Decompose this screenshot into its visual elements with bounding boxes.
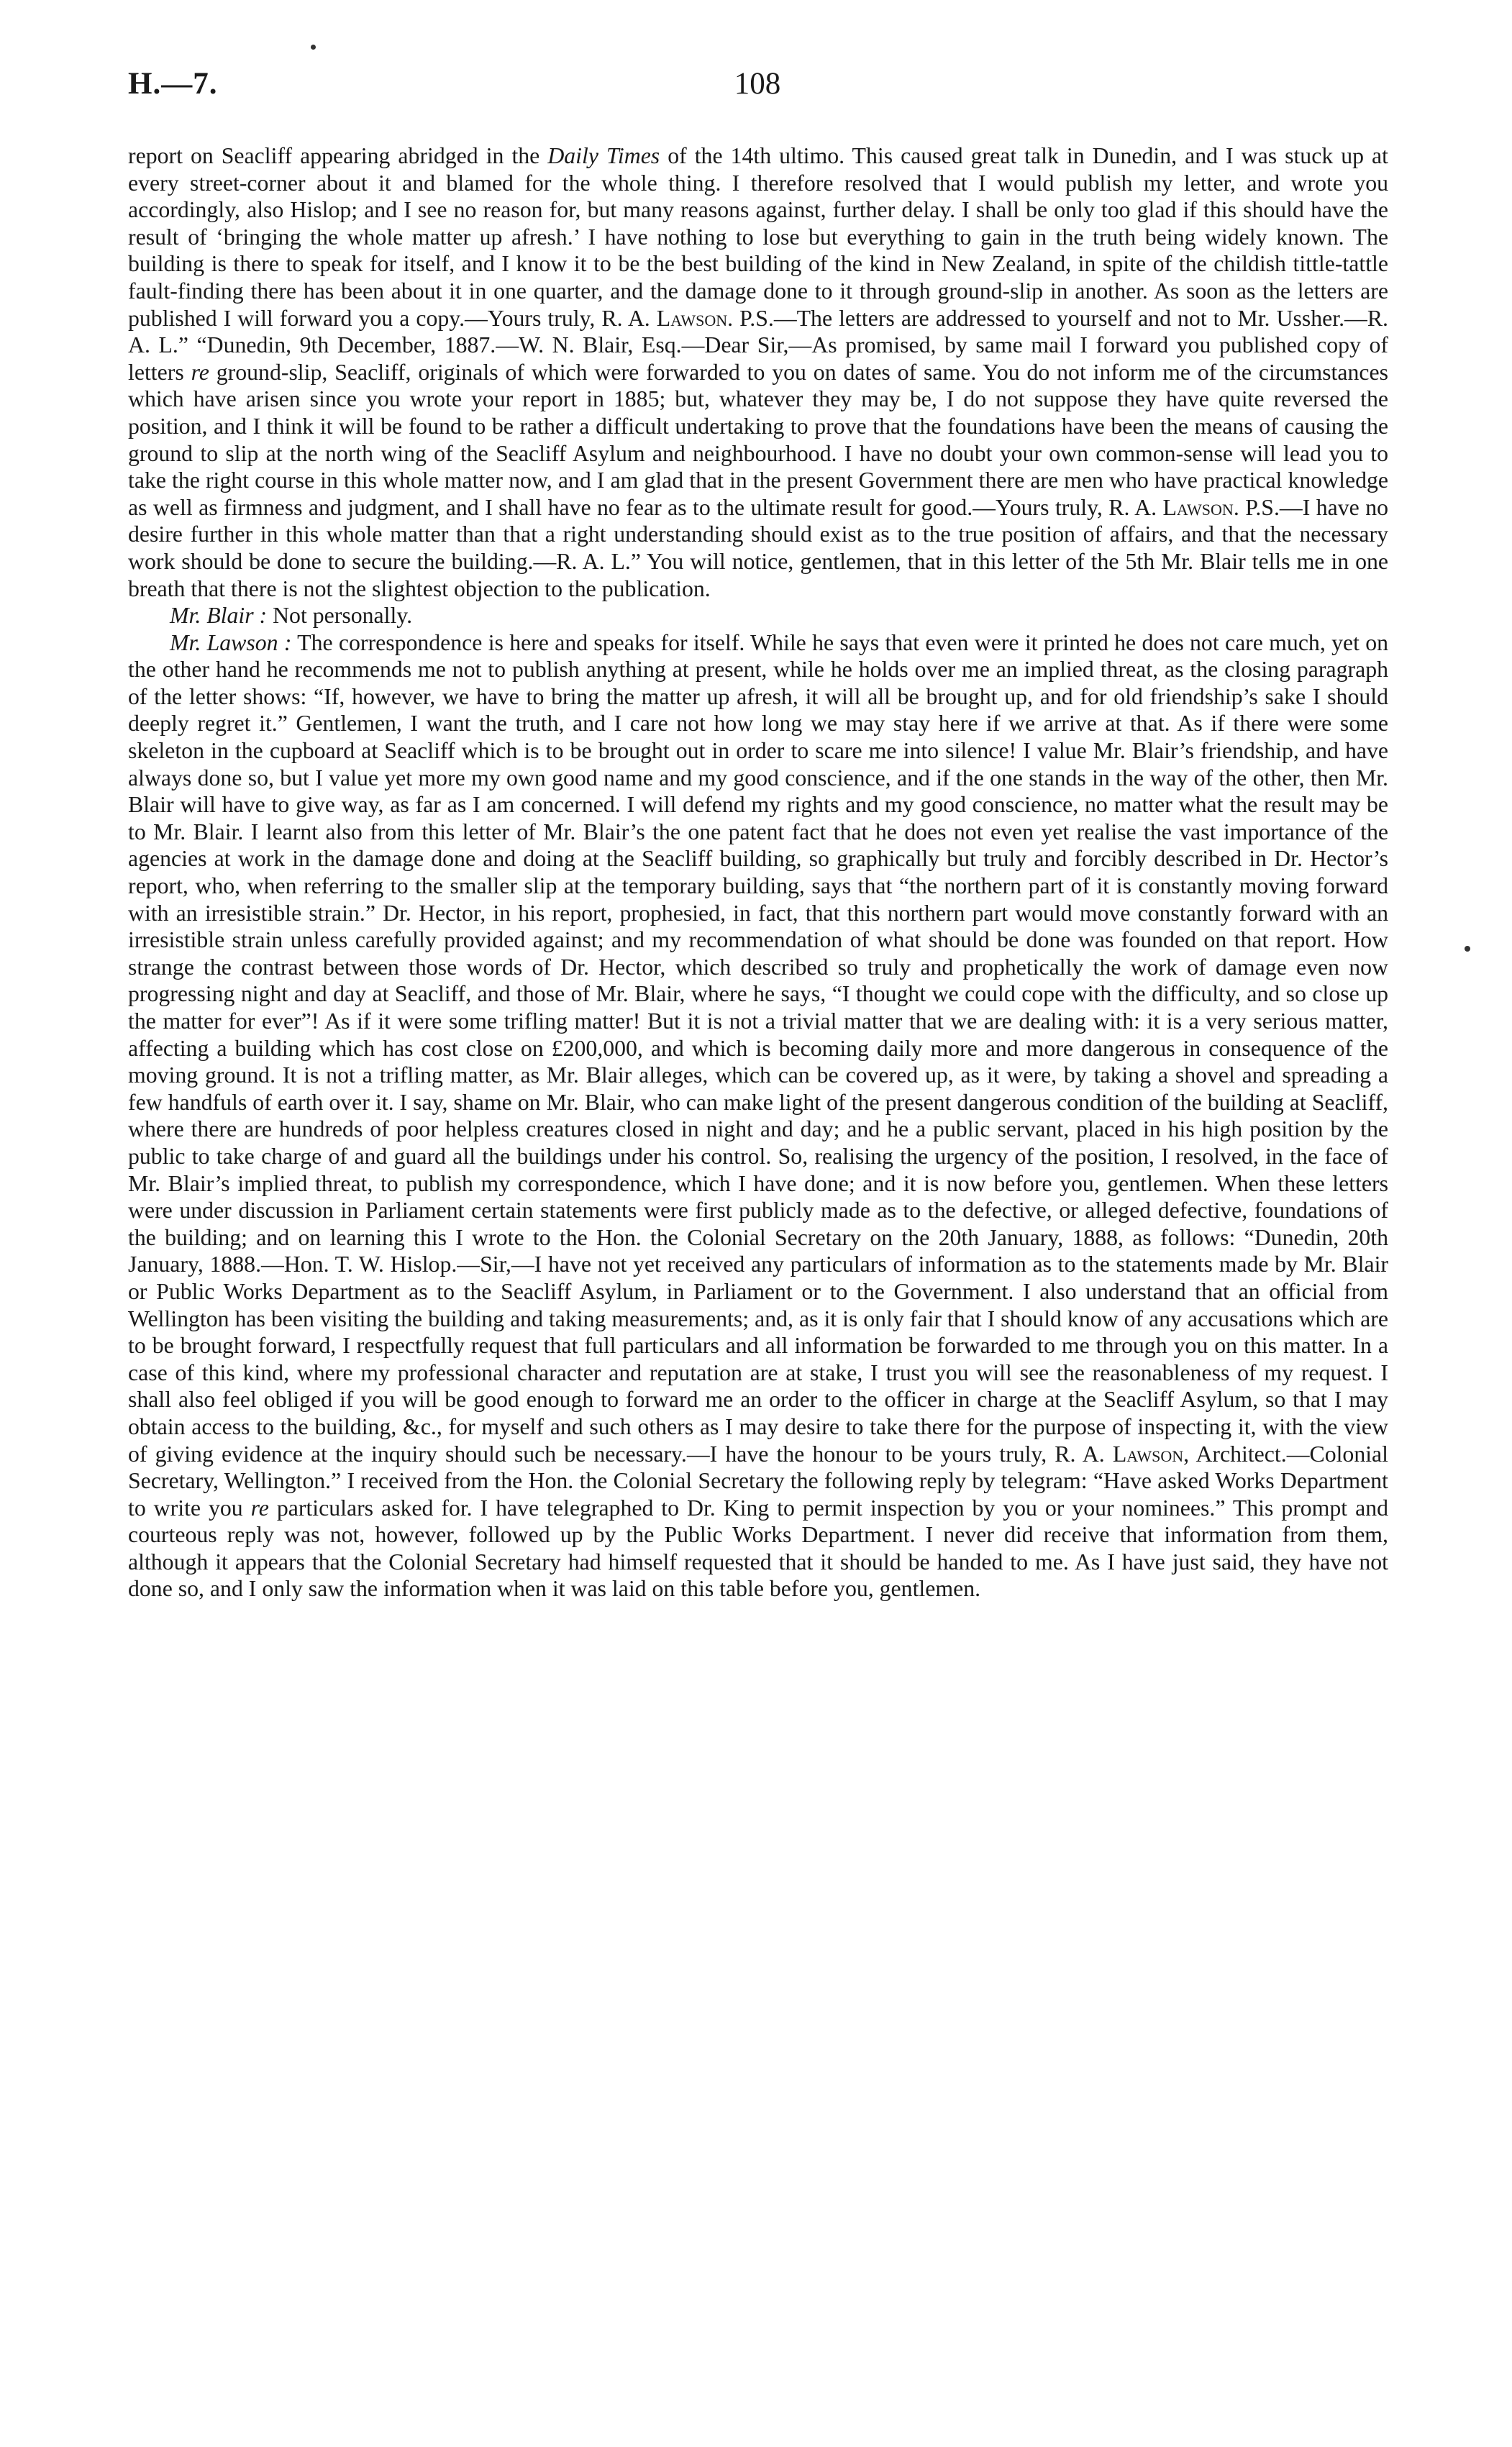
small-caps-name: Lawson (656, 305, 728, 331)
italic-text: Mr. Blair : (170, 603, 268, 629)
text-run: Not personally. (267, 603, 413, 629)
document-body (128, 142, 1388, 2408)
text-run: . P.S.—The letters are addressed to yourself and not to Mr. Ussher.—R. A. L.” “Dunedin, 9th December, 1887.—W. N. Blair, Esq.—Dear Sir,—As promised, by same mail I forward you published copy of letters (128, 305, 1388, 385)
text-run: The correspondence is here and speaks for itself. While he says that even were it printed he does not care much, yet on the other hand he recommends me not to publish anything at present, while he holds over me an implied threat, as the closing paragraph of the letter shows: “If, however, we have to bring the matter up afresh, it will all be brought up, and for old friendship’s sake I should deeply regret it.” Gentlemen, I want the truth, and I care not how long we may stay here if we arrive at that. As if there were some skeleton in the cupboard at Seacliff which is to be brought out in order to scare me into silence! I value Mr. Blair’s friendship, and have always done so, but I value yet more my own good name and my good conscience, and if the one stands in the way of the other, then Mr. Blair will have to give way, as far as I am concerned. I will defend my rights and my good conscience, no matter what the result may be to Mr. Blair. I learnt also from this letter of Mr. Blair’s the one patent fact that he does not even yet realise the vast importance of the agencies at work in the damage done and doing at the Seacliff building, so graphically but truly and forcibly described in Dr. Hector’s report, who, when referring to the smaller slip at the temporary building, says that “the northern part of it is constantly moving forward with an irresistible strain.” Dr. Hector, in his report, prophesied, in fact, that this northern part would move constantly forward with an irresistible strain unless carefully provided against; and my recommendation of what should be done was founded on that report. How strange the contrast between those words of Dr. Hector, which described so truly and prophetically the work of damage even now progressing night and day at Seacliff, and those of Mr. Blair, where he says, “I thought we could cope with the difficulty, and so close up the matter for ever”! As if it were some trifling matter! But it is not a trivial matter that we are dealing with: it is a very serious matter, affecting a building which has cost close on £200,000, and which is becoming daily more and more dangerous in consequence of the moving ground. It is not a trifling matter, as Mr. Blair alleges, which can be covered up, as it were, by taking a shovel and spreading a few handfuls of earth over it. I say, shame on Mr. Blair, who can make light of the present dangerous condition of the building at Seacliff, where there are hundreds of poor helpless creatures closed in night and day; and he a public servant, placed in his high position by the public to take charge of and guard all the buildings under his control. So, realising the urgency of the position, I resolved, in the face of Mr. Blair’s implied threat, to publish my correspondence, which I have done; and it is now before you, gentlemen. When these letters were under discussion in Parliament certain statements were first publicly made as to the defective, or alleged defective, foundations of the building; and on learning this I wrote to the Hon. the Colonial Secretary on the 20th January, 1888, as follows: “Dunedin, 20th January, 1888.—Hon. T. W. Hislop.—Sir,—I have not yet received any particulars of information as to the statements made by Mr. Blair or Public Works Department as to the Seacliff Asylum, in Parliament or to the Government. I also understand that an official from Wellington has been visiting the building and taking measurements; and, as it is only fair that I should know of any accusations which are to be brought forward, I respectfully request that full particulars and all information be forwarded to me through you on this matter. In a case of this kind, where my professional character and reputation are at stake, I trust you will see the reasonableness of my request. I shall also feel obliged if you will be good enough to forward me an order to the officer in charge at the Seacliff Asylum, so that I may obtain access to the building, &c., for myself and such others as I may desire to take there for the purpose of inspecting it, with the view of giving evidence at the inquiry should such be necessary.—I have the honour to be yours truly, R. A. (128, 629, 1389, 1467)
text-run: , Architect.—Colonial Secretary, Wellington.” I received from the Hon. the Colonial Secretary the following reply by telegram: “Have asked Works Department to write you (128, 1441, 1389, 1521)
document-reference: H.—7. (128, 67, 218, 101)
small-caps-name: Lawson (1112, 1441, 1184, 1467)
italic-text: re (250, 1495, 269, 1521)
italic-text: Daily Times (547, 143, 660, 168)
text-run: . P.S.—I have no desire further in this whole matter than that a right understanding should exist as to the true position of affairs, and that the necessary work should be done to secure the building.—R. A. L.” You will notice, gentlemen, that in this letter of the 5th Mr. Blair tells me in one breath that there is not the slightest objection to the publication. (128, 494, 1388, 601)
text-run: ground-slip, Seacliff, originals of which were forwarded to you on dates of same. You do not inform me of the circumstances which have arisen since you wrote your report in 1885; but, whatever they may be, I do not suppose they have quite reversed the position, and I think it will be found to be rather a difficult undertaking to prove that the foundations have been the means of causing the ground to slip at the north wing of the Seacliff Asylum and neighbourhood. I have no doubt your own common-sense will lead you to take the right course in this whole matter now, and I am glad that in the present Government there are men who have practical knowledge as well as firmness and judgment, and I shall have no fear as to the ultimate result for good.—Yours truly, R. A. (128, 359, 1388, 520)
paragraph (128, 142, 1388, 602)
page-header (128, 66, 1387, 117)
page-number: 108 (734, 67, 781, 101)
ink-speck (311, 45, 316, 50)
text-run: of the 14th ultimo. This caused great talk in Dunedin, and I was stuck up at every street-corner about it and blamed for the whole thing. I therefore resolved that I would publish my letter, and wrote you accordingly, also Hislop; and I see no reason for, but many reasons against, further delay. I shall be only too glad if this should have the result of ‘bringing the whole matter up afresh.’ I have nothing to lose but everything to gain in the truth being widely known. The building is there to speak for itself, and I know it to be the best building of the kind in New Zealand, in spite of the childish tittle-tattle fault-finding there has been about it in one quarter, and the damage done to it through ground-slip in another. As soon as the letters are published I will forward you a copy.—Yours truly, R. A. (128, 143, 1388, 331)
paragraph (128, 602, 1388, 629)
text-run: report on Seacliff appearing abridged in the (128, 143, 548, 168)
ink-speck (1465, 946, 1470, 952)
paragraph (128, 629, 1388, 1603)
italic-text: re (191, 359, 209, 385)
italic-text: Mr. Lawson : (170, 629, 292, 655)
small-caps-name: Lawson (1162, 494, 1234, 520)
text-run: particulars asked for. I have telegraphed to Dr. King to permit inspection by you or your nominees.” This prompt and courteous reply was not, however, followed up by the Public Works Department. I never did receive that information from them, although it appears that the Colonial Secretary had himself requested that it should be handed to me. As I have just said, they have not done so, and I only saw the information when it was laid on this table before you, gentlemen. (128, 1495, 1389, 1602)
